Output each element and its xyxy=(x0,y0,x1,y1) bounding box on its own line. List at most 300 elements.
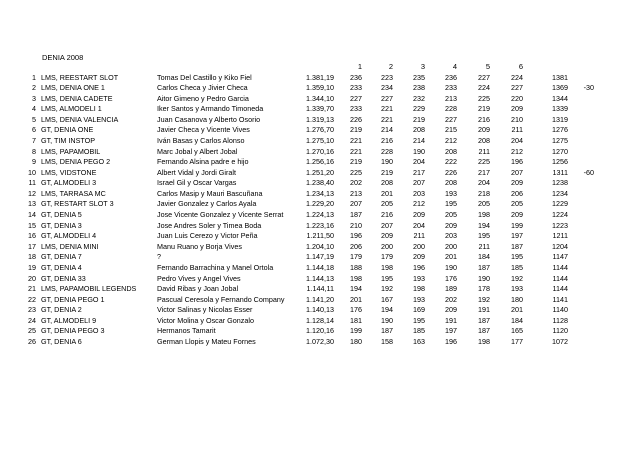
total-cell: 1344 xyxy=(552,93,568,103)
round-5-cell: 224 xyxy=(478,83,490,93)
round-3-cell: 214 xyxy=(413,135,425,145)
round-3-cell: 212 xyxy=(413,199,425,209)
drivers-cell: Aitor Gimeno y Pedro Garcia xyxy=(157,93,249,103)
position-cell: 23 xyxy=(28,305,36,315)
team-cell: GT, DENIA 4 xyxy=(41,262,82,272)
round-1-cell: 227 xyxy=(350,93,362,103)
position-cell: 14 xyxy=(28,210,36,220)
drivers-cell: Victor Molina y Oscar Gonzalo xyxy=(157,315,254,325)
round-6-cell: 220 xyxy=(511,93,523,103)
position-cell: 3 xyxy=(32,93,36,103)
round-4-cell: 233 xyxy=(445,83,457,93)
round-3-cell: 196 xyxy=(413,262,425,272)
total-cell: 1311 xyxy=(552,167,568,177)
round-3-cell: 207 xyxy=(413,178,425,188)
round-2-cell: 190 xyxy=(381,315,393,325)
round-6-cell: 205 xyxy=(511,199,523,209)
table-row xyxy=(0,210,640,220)
table-row xyxy=(0,231,640,241)
column-header-5: 5 xyxy=(485,62,490,71)
round-5-cell: 192 xyxy=(478,294,490,304)
round-3-cell: 193 xyxy=(413,273,425,283)
round-4-cell: 200 xyxy=(445,241,457,251)
drivers-cell: Marc Jobal y Albert Jobal xyxy=(157,146,238,156)
position-cell: 21 xyxy=(28,284,36,294)
round-6-cell: 187 xyxy=(511,241,523,251)
round-5-cell: 209 xyxy=(478,125,490,135)
round-6-cell: 197 xyxy=(511,231,523,241)
round-5-cell: 198 xyxy=(478,337,490,346)
table-row xyxy=(0,316,640,326)
team-cell: LMS, TARRASA MC xyxy=(41,188,106,198)
round-4-cell: 195 xyxy=(445,199,457,209)
team-cell: LMS, DENIA ONE 1 xyxy=(41,83,105,93)
points-cell: 1.251,20 xyxy=(306,167,334,177)
penalty-cell: -60 xyxy=(583,167,594,177)
position-cell: 12 xyxy=(28,188,36,198)
round-5-cell: 190 xyxy=(478,273,490,283)
table-row xyxy=(0,242,640,252)
page-title: DENIA 2008 xyxy=(42,53,84,62)
position-cell: 26 xyxy=(28,337,36,346)
drivers-cell: ? xyxy=(157,252,161,262)
column-header-3: 3 xyxy=(420,62,425,71)
table-row xyxy=(0,83,640,93)
round-1-cell: 221 xyxy=(350,146,362,156)
round-3-cell: 193 xyxy=(413,294,425,304)
team-cell: LMS, ALMODELI 1 xyxy=(41,104,102,114)
round-3-cell: 169 xyxy=(413,305,425,315)
points-cell: 1.140,13 xyxy=(306,305,334,315)
round-6-cell: 212 xyxy=(511,146,523,156)
points-cell: 1.381,19 xyxy=(306,72,334,82)
round-1-cell: 202 xyxy=(350,178,362,188)
total-cell: 1144 xyxy=(552,273,568,283)
team-cell: GT, DENIA ONE xyxy=(41,125,94,135)
round-1-cell: 233 xyxy=(350,104,362,114)
round-3-cell: 200 xyxy=(413,241,425,251)
round-6-cell: 195 xyxy=(511,252,523,262)
team-cell: LMS, DENIA VALENCIA xyxy=(41,114,119,124)
column-header-2: 2 xyxy=(388,62,393,71)
round-3-cell: 163 xyxy=(413,337,425,346)
position-cell: 22 xyxy=(28,294,36,304)
round-5-cell: 227 xyxy=(478,72,490,82)
table-row xyxy=(0,125,640,135)
drivers-cell: Fernando Barrachina y Manel Ortola xyxy=(157,262,274,272)
round-2-cell: 209 xyxy=(381,231,393,241)
round-2-cell: 194 xyxy=(381,305,393,315)
round-6-cell: 193 xyxy=(511,284,523,294)
round-3-cell: 232 xyxy=(413,93,425,103)
team-cell: GT, DENIA 33 xyxy=(41,273,86,283)
total-cell: 1381 xyxy=(552,72,568,82)
round-2-cell: 198 xyxy=(381,262,393,272)
points-cell: 1.224,13 xyxy=(306,210,334,220)
round-6-cell: 210 xyxy=(511,114,523,124)
drivers-cell: Javier Gonzalez y Carlos Ayala xyxy=(157,199,257,209)
total-cell: 1120 xyxy=(552,326,568,336)
position-cell: 1 xyxy=(32,72,36,82)
drivers-cell: Pedro Vives y Angel Vives xyxy=(157,273,241,283)
points-cell: 1.128,14 xyxy=(306,315,334,325)
round-5-cell: 204 xyxy=(478,178,490,188)
round-5-cell: 194 xyxy=(478,220,490,230)
team-cell: GT, ALMODELI 3 xyxy=(41,178,97,188)
round-6-cell: 207 xyxy=(511,167,523,177)
drivers-cell: Tomas Del Castillo y Kiko Fiel xyxy=(157,72,252,82)
round-4-cell: 228 xyxy=(445,104,457,114)
total-cell: 1144 xyxy=(552,262,568,272)
drivers-cell: Jose Vicente Gonzalez y Vicente Serrat xyxy=(157,210,284,220)
drivers-cell: Manu Ruano y Borja Vives xyxy=(157,241,242,251)
position-cell: 2 xyxy=(32,83,36,93)
column-header-6: 6 xyxy=(518,62,523,71)
drivers-cell: Pascual Ceresola y Fernando Company xyxy=(157,294,285,304)
position-cell: 10 xyxy=(28,167,36,177)
points-cell: 1.238,40 xyxy=(306,178,334,188)
table-row xyxy=(0,178,640,188)
round-6-cell: 185 xyxy=(511,262,523,272)
team-cell: GT, DENIA PEGO 1 xyxy=(41,294,105,304)
position-cell: 7 xyxy=(32,135,36,145)
team-cell: GT, DENIA PEGO 3 xyxy=(41,326,105,336)
points-cell: 1.141,20 xyxy=(306,294,334,304)
round-1-cell: 233 xyxy=(350,83,362,93)
position-cell: 11 xyxy=(28,178,36,188)
drivers-cell: Hermanos Tamarit xyxy=(157,326,216,336)
round-6-cell: 201 xyxy=(511,305,523,315)
total-cell: 1224 xyxy=(552,210,568,220)
total-cell: 1072 xyxy=(552,337,568,346)
total-cell: 1238 xyxy=(552,178,568,188)
round-6-cell: 227 xyxy=(511,83,523,93)
round-3-cell: 235 xyxy=(413,72,425,82)
table-row xyxy=(0,189,640,199)
round-5-cell: 184 xyxy=(478,252,490,262)
round-3-cell: 219 xyxy=(413,114,425,124)
round-4-cell: 213 xyxy=(445,93,457,103)
round-5-cell: 219 xyxy=(478,104,490,114)
round-3-cell: 238 xyxy=(413,83,425,93)
round-4-cell: 227 xyxy=(445,114,457,124)
round-1-cell: 236 xyxy=(350,72,362,82)
round-3-cell: 229 xyxy=(413,104,425,114)
round-4-cell: 205 xyxy=(445,210,457,220)
round-3-cell: 217 xyxy=(413,167,425,177)
round-6-cell: 180 xyxy=(511,294,523,304)
team-cell: LMS, DENIA PEGO 2 xyxy=(41,157,111,167)
round-5-cell: 178 xyxy=(478,284,490,294)
round-5-cell: 217 xyxy=(478,167,490,177)
round-2-cell: 227 xyxy=(381,93,393,103)
drivers-cell: Juan Casanova y Alberto Osorio xyxy=(157,114,261,124)
team-cell: LMS, PAPAMOBIL xyxy=(41,146,101,156)
position-cell: 15 xyxy=(28,220,36,230)
round-6-cell: 209 xyxy=(511,210,523,220)
round-2-cell: 179 xyxy=(381,252,393,262)
round-1-cell: 180 xyxy=(350,337,362,346)
table-row xyxy=(0,305,640,315)
drivers-cell: Javier Checa y Vicente Vives xyxy=(157,125,250,135)
points-cell: 1.276,70 xyxy=(306,125,334,135)
total-cell: 1128 xyxy=(552,315,568,325)
round-2-cell: 228 xyxy=(381,146,393,156)
round-2-cell: 190 xyxy=(381,157,393,167)
drivers-cell: Jose Andres Soler y Timea Boda xyxy=(157,220,262,230)
round-3-cell: 204 xyxy=(413,157,425,167)
drivers-cell: Fernando Alsina padre e hijo xyxy=(157,157,249,167)
points-cell: 1.204,10 xyxy=(306,241,334,251)
position-cell: 16 xyxy=(28,231,36,241)
round-1-cell: 225 xyxy=(350,167,362,177)
table-row xyxy=(0,199,640,209)
team-cell: LMS, PAPAMOBIL LEGENDS xyxy=(41,284,137,294)
round-4-cell: 236 xyxy=(445,72,457,82)
points-cell: 1.144,11 xyxy=(306,284,334,294)
round-2-cell: 216 xyxy=(381,210,393,220)
table-row xyxy=(0,263,640,273)
round-1-cell: 196 xyxy=(350,231,362,241)
round-1-cell: 198 xyxy=(350,273,362,283)
round-3-cell: 211 xyxy=(413,231,425,241)
round-6-cell: 224 xyxy=(511,72,523,82)
total-cell: 1369 xyxy=(552,83,568,93)
team-cell: GT, DENIA 2 xyxy=(41,305,82,315)
position-cell: 19 xyxy=(28,262,36,272)
position-cell: 20 xyxy=(28,273,36,283)
round-4-cell: 202 xyxy=(445,294,457,304)
drivers-cell: Carlos Checa y Jivier Checa xyxy=(157,83,248,93)
round-3-cell: 209 xyxy=(413,210,425,220)
points-cell: 1.359,10 xyxy=(306,83,334,93)
round-4-cell: 209 xyxy=(445,305,457,315)
round-1-cell: 207 xyxy=(350,199,362,209)
round-2-cell: 205 xyxy=(381,199,393,209)
round-1-cell: 179 xyxy=(350,252,362,262)
table-row xyxy=(0,104,640,114)
round-3-cell: 185 xyxy=(413,326,425,336)
round-6-cell: 184 xyxy=(511,315,523,325)
team-cell: GT, DENIA 7 xyxy=(41,252,82,262)
team-cell: GT, RESTART SLOT 3 xyxy=(41,199,114,209)
table-row xyxy=(0,147,640,157)
drivers-cell: Israel Gil y Oscar Vargas xyxy=(157,178,237,188)
round-6-cell: 177 xyxy=(511,337,523,346)
table-row xyxy=(0,157,640,167)
round-4-cell: 208 xyxy=(445,146,457,156)
total-cell: 1275 xyxy=(552,135,568,145)
team-cell: GT, ALMODELI 9 xyxy=(41,315,97,325)
team-cell: GT, DENIA 5 xyxy=(41,210,82,220)
points-cell: 1.120,16 xyxy=(306,326,334,336)
drivers-cell: German Llopis y Mateu Fornes xyxy=(157,337,256,346)
round-2-cell: 207 xyxy=(381,220,393,230)
round-2-cell: 219 xyxy=(381,167,393,177)
round-1-cell: 213 xyxy=(350,188,362,198)
round-1-cell: 181 xyxy=(350,315,362,325)
round-5-cell: 208 xyxy=(478,135,490,145)
round-4-cell: 197 xyxy=(445,326,457,336)
round-6-cell: 196 xyxy=(511,157,523,167)
round-2-cell: 221 xyxy=(381,104,393,114)
round-1-cell: 221 xyxy=(350,135,362,145)
total-cell: 1229 xyxy=(552,199,568,209)
position-cell: 6 xyxy=(32,125,36,135)
round-2-cell: 234 xyxy=(381,83,393,93)
round-6-cell: 206 xyxy=(511,188,523,198)
round-1-cell: 176 xyxy=(350,305,362,315)
round-2-cell: 208 xyxy=(381,178,393,188)
round-4-cell: 190 xyxy=(445,262,457,272)
points-cell: 1.339,70 xyxy=(306,104,334,114)
drivers-cell: Juan Luis Cerezo y Victor Peña xyxy=(157,231,258,241)
team-cell: GT, ALMODELI 4 xyxy=(41,231,97,241)
team-cell: LMS, REESTART SLOT xyxy=(41,72,119,82)
round-2-cell: 187 xyxy=(381,326,393,336)
points-cell: 1.223,16 xyxy=(306,220,334,230)
round-3-cell: 195 xyxy=(413,315,425,325)
team-cell: GT, TIM INSTOP xyxy=(41,135,96,145)
penalty-cell: -30 xyxy=(583,83,594,93)
round-1-cell: 201 xyxy=(350,294,362,304)
points-cell: 1.144,18 xyxy=(306,262,334,272)
round-1-cell: 210 xyxy=(350,220,362,230)
table-row xyxy=(0,274,640,284)
total-cell: 1276 xyxy=(552,125,568,135)
round-4-cell: 189 xyxy=(445,284,457,294)
position-cell: 18 xyxy=(28,252,36,262)
table-row xyxy=(0,94,640,104)
total-cell: 1144 xyxy=(552,284,568,294)
table-row xyxy=(0,337,640,347)
column-header-1: 1 xyxy=(357,62,362,71)
round-4-cell: 215 xyxy=(445,125,457,135)
round-5-cell: 187 xyxy=(478,262,490,272)
total-cell: 1319 xyxy=(552,114,568,124)
round-4-cell: 212 xyxy=(445,135,457,145)
table-row xyxy=(0,221,640,231)
round-1-cell: 219 xyxy=(350,125,362,135)
drivers-cell: Iván Basas y Carlos Alonso xyxy=(157,135,245,145)
table-row xyxy=(0,168,640,178)
points-cell: 1.229,20 xyxy=(306,199,334,209)
round-2-cell: 223 xyxy=(381,72,393,82)
column-header-4: 4 xyxy=(452,62,457,71)
total-cell: 1339 xyxy=(552,104,568,114)
round-4-cell: 226 xyxy=(445,167,457,177)
position-cell: 13 xyxy=(28,199,36,209)
total-cell: 1211 xyxy=(552,231,568,241)
drivers-cell: Carlos Masip y Mauri Bascuñana xyxy=(157,188,263,198)
round-2-cell: 158 xyxy=(381,337,393,346)
round-3-cell: 203 xyxy=(413,188,425,198)
round-5-cell: 187 xyxy=(478,326,490,336)
round-1-cell: 199 xyxy=(350,326,362,336)
points-cell: 1.256,16 xyxy=(306,157,334,167)
round-5-cell: 205 xyxy=(478,199,490,209)
total-cell: 1141 xyxy=(552,294,568,304)
round-5-cell: 191 xyxy=(478,305,490,315)
drivers-cell: Albert Vidal y Jordi Giralt xyxy=(157,167,236,177)
round-5-cell: 211 xyxy=(478,146,490,156)
round-1-cell: 188 xyxy=(350,262,362,272)
round-4-cell: 209 xyxy=(445,220,457,230)
round-2-cell: 201 xyxy=(381,188,393,198)
round-3-cell: 204 xyxy=(413,220,425,230)
position-cell: 17 xyxy=(28,241,36,251)
table-row xyxy=(0,284,640,294)
round-5-cell: 225 xyxy=(478,157,490,167)
position-cell: 5 xyxy=(32,114,36,124)
points-cell: 1.211,50 xyxy=(306,231,334,241)
table-row xyxy=(0,115,640,125)
position-cell: 24 xyxy=(28,315,36,325)
round-2-cell: 167 xyxy=(381,294,393,304)
position-cell: 9 xyxy=(32,157,36,167)
round-1-cell: 206 xyxy=(350,241,362,251)
round-2-cell: 216 xyxy=(381,135,393,145)
round-4-cell: 193 xyxy=(445,188,457,198)
round-6-cell: 204 xyxy=(511,135,523,145)
total-cell: 1234 xyxy=(552,188,568,198)
round-3-cell: 208 xyxy=(413,125,425,135)
round-6-cell: 199 xyxy=(511,220,523,230)
round-1-cell: 194 xyxy=(350,284,362,294)
round-4-cell: 191 xyxy=(445,315,457,325)
team-cell: GT, DENIA 6 xyxy=(41,337,82,346)
round-5-cell: 218 xyxy=(478,188,490,198)
total-cell: 1256 xyxy=(552,157,568,167)
points-cell: 1.319,13 xyxy=(306,114,334,124)
total-cell: 1270 xyxy=(552,146,568,156)
table-row xyxy=(0,252,640,262)
table-row xyxy=(0,73,640,83)
round-6-cell: 211 xyxy=(511,125,523,135)
round-2-cell: 195 xyxy=(381,273,393,283)
round-3-cell: 190 xyxy=(413,146,425,156)
team-cell: GT, DENIA 3 xyxy=(41,220,82,230)
round-2-cell: 214 xyxy=(381,125,393,135)
round-6-cell: 209 xyxy=(511,104,523,114)
round-6-cell: 209 xyxy=(511,178,523,188)
round-3-cell: 198 xyxy=(413,284,425,294)
round-4-cell: 222 xyxy=(445,157,457,167)
round-6-cell: 165 xyxy=(511,326,523,336)
points-cell: 1.270,16 xyxy=(306,146,334,156)
round-1-cell: 219 xyxy=(350,157,362,167)
team-cell: LMS, VIDSTONE xyxy=(41,167,97,177)
table-row xyxy=(0,136,640,146)
table-row xyxy=(0,326,640,336)
round-4-cell: 208 xyxy=(445,178,457,188)
total-cell: 1140 xyxy=(552,305,568,315)
round-4-cell: 196 xyxy=(445,337,457,346)
round-5-cell: 211 xyxy=(478,241,490,251)
drivers-cell: Iker Santos y Armando Timoneda xyxy=(157,104,264,114)
round-4-cell: 201 xyxy=(445,252,457,262)
round-1-cell: 226 xyxy=(350,114,362,124)
round-6-cell: 192 xyxy=(511,273,523,283)
round-2-cell: 192 xyxy=(381,284,393,294)
round-3-cell: 209 xyxy=(413,252,425,262)
points-cell: 1.275,10 xyxy=(306,135,334,145)
total-cell: 1204 xyxy=(552,241,568,251)
round-5-cell: 187 xyxy=(478,315,490,325)
round-4-cell: 203 xyxy=(445,231,457,241)
drivers-cell: David Ribas y Joan Jobal xyxy=(157,284,239,294)
position-cell: 8 xyxy=(32,146,36,156)
